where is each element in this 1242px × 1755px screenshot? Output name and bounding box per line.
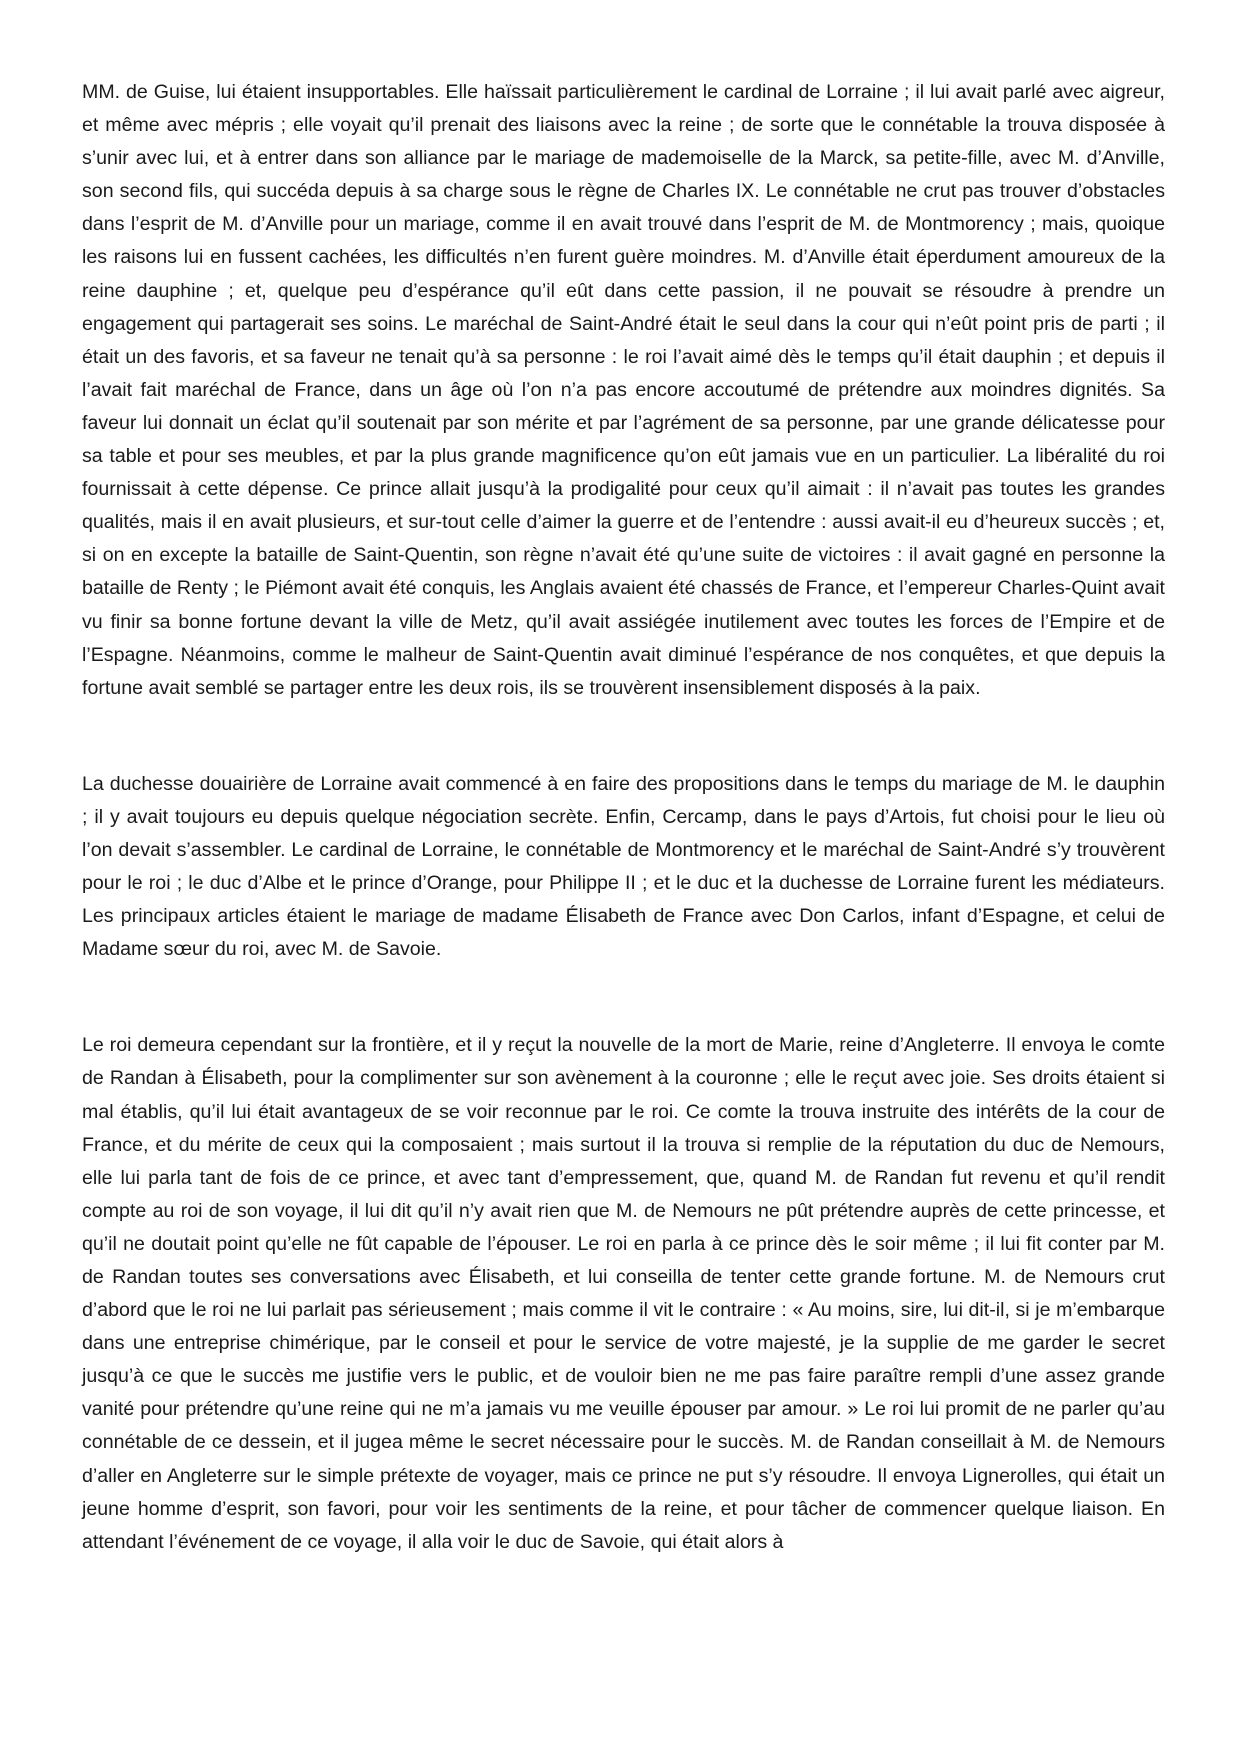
- paragraph-1: MM. de Guise, lui étaient insupportables. Elle haïssait particulièrement le cardinal de Lorraine ; il lui avait parlé avec aigreur, et même avec mépris ; elle voyait qu’il prenait des liaisons avec la reine ; de sorte que le connétable la trouva disposée à s’unir avec lui, et à entrer dans son alliance par le mariage de mademoiselle de la Marck, sa petite-fille, avec M. d’Anville, son second fils, qui succéda depuis à sa charge sous le règne de Charles IX. Le connétable ne crut pas trouver d’obstacles dans l’esprit de M. d’Anville pour un mariage, comme il en avait trouvé dans l’esprit de M. de Montmorency ; mais, quoique les raisons lui en fussent cachées, les difficultés n’en furent guère moindres. M. d’Anville était éperdument amoureux de la reine dauphine ; et, quelque peu d’espérance qu’il eût dans cette passion, il ne pouvait se résoudre à prendre un engagement qui partagerait ses soins. Le maréchal de Saint-André était le seul dans la cour qui n’eût point pris de parti ; il était un des favoris, et sa faveur ne tenait qu’à sa personne : le roi l’avait aimé dès le temps qu’il était dauphin ; et depuis il l’avait fait maréchal de France, dans un âge où l’on n’a pas encore accoutumé de prétendre aux moindres dignités. Sa faveur lui donnait un éclat qu’il soutenait par son mérite et par l’agrément de sa personne, par une grande délicatesse pour sa table et pour ses meubles, et par la plus grande magnificence qu’on eût jamais vue en un particulier. La libéralité du roi fournissait à cette dépense. Ce prince allait jusqu’à la prodigalité pour ceux qu’il aimait : il n’avait pas toutes les grandes qualités, mais il en avait plusieurs, et sur-tout celle d’aimer la guerre et de l’entendre : aussi avait-il eu d’heureux succès ; et, si on en excepte la bataille de Saint-Quentin, son règne n’avait été qu’une suite de victoires : il avait gagné en personne la bataille de Renty ; le Piémont avait été conquis, les Anglais avaient été chassés de France, et l’empereur Charles-Quint avait vu finir sa bonne fortune devant la ville de Metz, qu’il avait assiégée inutilement avec toutes les forces de l’Empire et de l’Espagne. Néanmoins, comme le malheur de Saint-Quentin avait diminué l’espérance de nos conquêtes, et que depuis la fortune avait semblé se partager entre les deux rois, ils se trouvèrent insensiblement disposés à la paix.: [82, 81, 1165, 699]
- paragraph-2: La duchesse douairière de Lorraine avait commencé à en faire des propositions dans le temps du mariage de M. le dauphin ; il y avait toujours eu depuis quelque négociation secrète. Enfin, Cercamp, dans le pays d’Artois, fut choisi pour le lieu où l’on devait s’assembler. Le cardinal de Lorraine, le connétable de Montmorency et le maréchal de Saint-André s’y trouvèrent pour le roi ; le duc d’Albe et le prince d’Orange, pour Philippe II ; et le duc et la duchesse de Lorraine furent les médiateurs. Les principaux articles étaient le mariage de madame Élisabeth de France avec Don Carlos, infant d’Espagne, et celui de Madame sœur du roi, avec M. de Savoie.: [82, 772, 1165, 961]
- paragraph-3: Le roi demeura cependant sur la frontière, et il y reçut la nouvelle de la mort de Marie, reine d’Angleterre. Il envoya le comte de Randan à Élisabeth, pour la complimenter sur son avènement à la couronne ; elle le reçut avec joie. Ses droits étaient si mal établis, qu’il lui était avantageux de se voir reconnue par le roi. Ce comte la trouva instruite des intérêts de la cour de France, et du mérite de ceux qui la composaient ; mais surtout il la trouva si remplie de la réputation du duc de Nemours, elle lui parla tant de fois de ce prince, et avec tant d’empressement, que, quand M. de Randan fut revenu et qu’il rendit compte au roi de son voyage, il lui dit qu’il n’y avait rien que M. de Nemours ne pût prétendre auprès de cette princesse, et qu’il ne doutait point qu’elle ne fût capable de l’épouser. Le roi en parla à ce prince dès le soir même ; il lui fit conter par M. de Randan toutes ses conversations avec Élisabeth, et lui conseilla de tenter cette grande fortune. M. de Nemours crut d’abord que le roi ne lui parlait pas sérieusement ; mais comme il vit le contraire : « Au moins, sire, lui dit-il, si je m’embarque dans une entreprise chimérique, par le conseil et pour le service de votre majesté, je la supplie de me garder le secret jusqu’à ce que le succès me justifie vers le public, et de vouloir bien ne me pas faire paraître rempli d’une assez grande vanité pour prétendre qu’une reine qui ne m’a jamais vu me veuille épouser par amour. » Le roi lui promit de ne parler qu’au connétable de ce dessein, et il jugea même le secret nécessaire pour le succès. M. de Randan conseillait à M. de Nemours d’aller en Angleterre sur le simple prétexte de voyager, mais ce prince ne put s’y résoudre. Il envoya Lignerolles, qui était un jeune homme d’esprit, son favori, pour voir les sentiments de la reine, et pour tâcher de commencer quelque liaison. En attendant l’événement de ce voyage, il alla voir le duc de Savoie, qui était alors à: [82, 1034, 1165, 1553]
- document-page: [82, 76, 1165, 1559]
